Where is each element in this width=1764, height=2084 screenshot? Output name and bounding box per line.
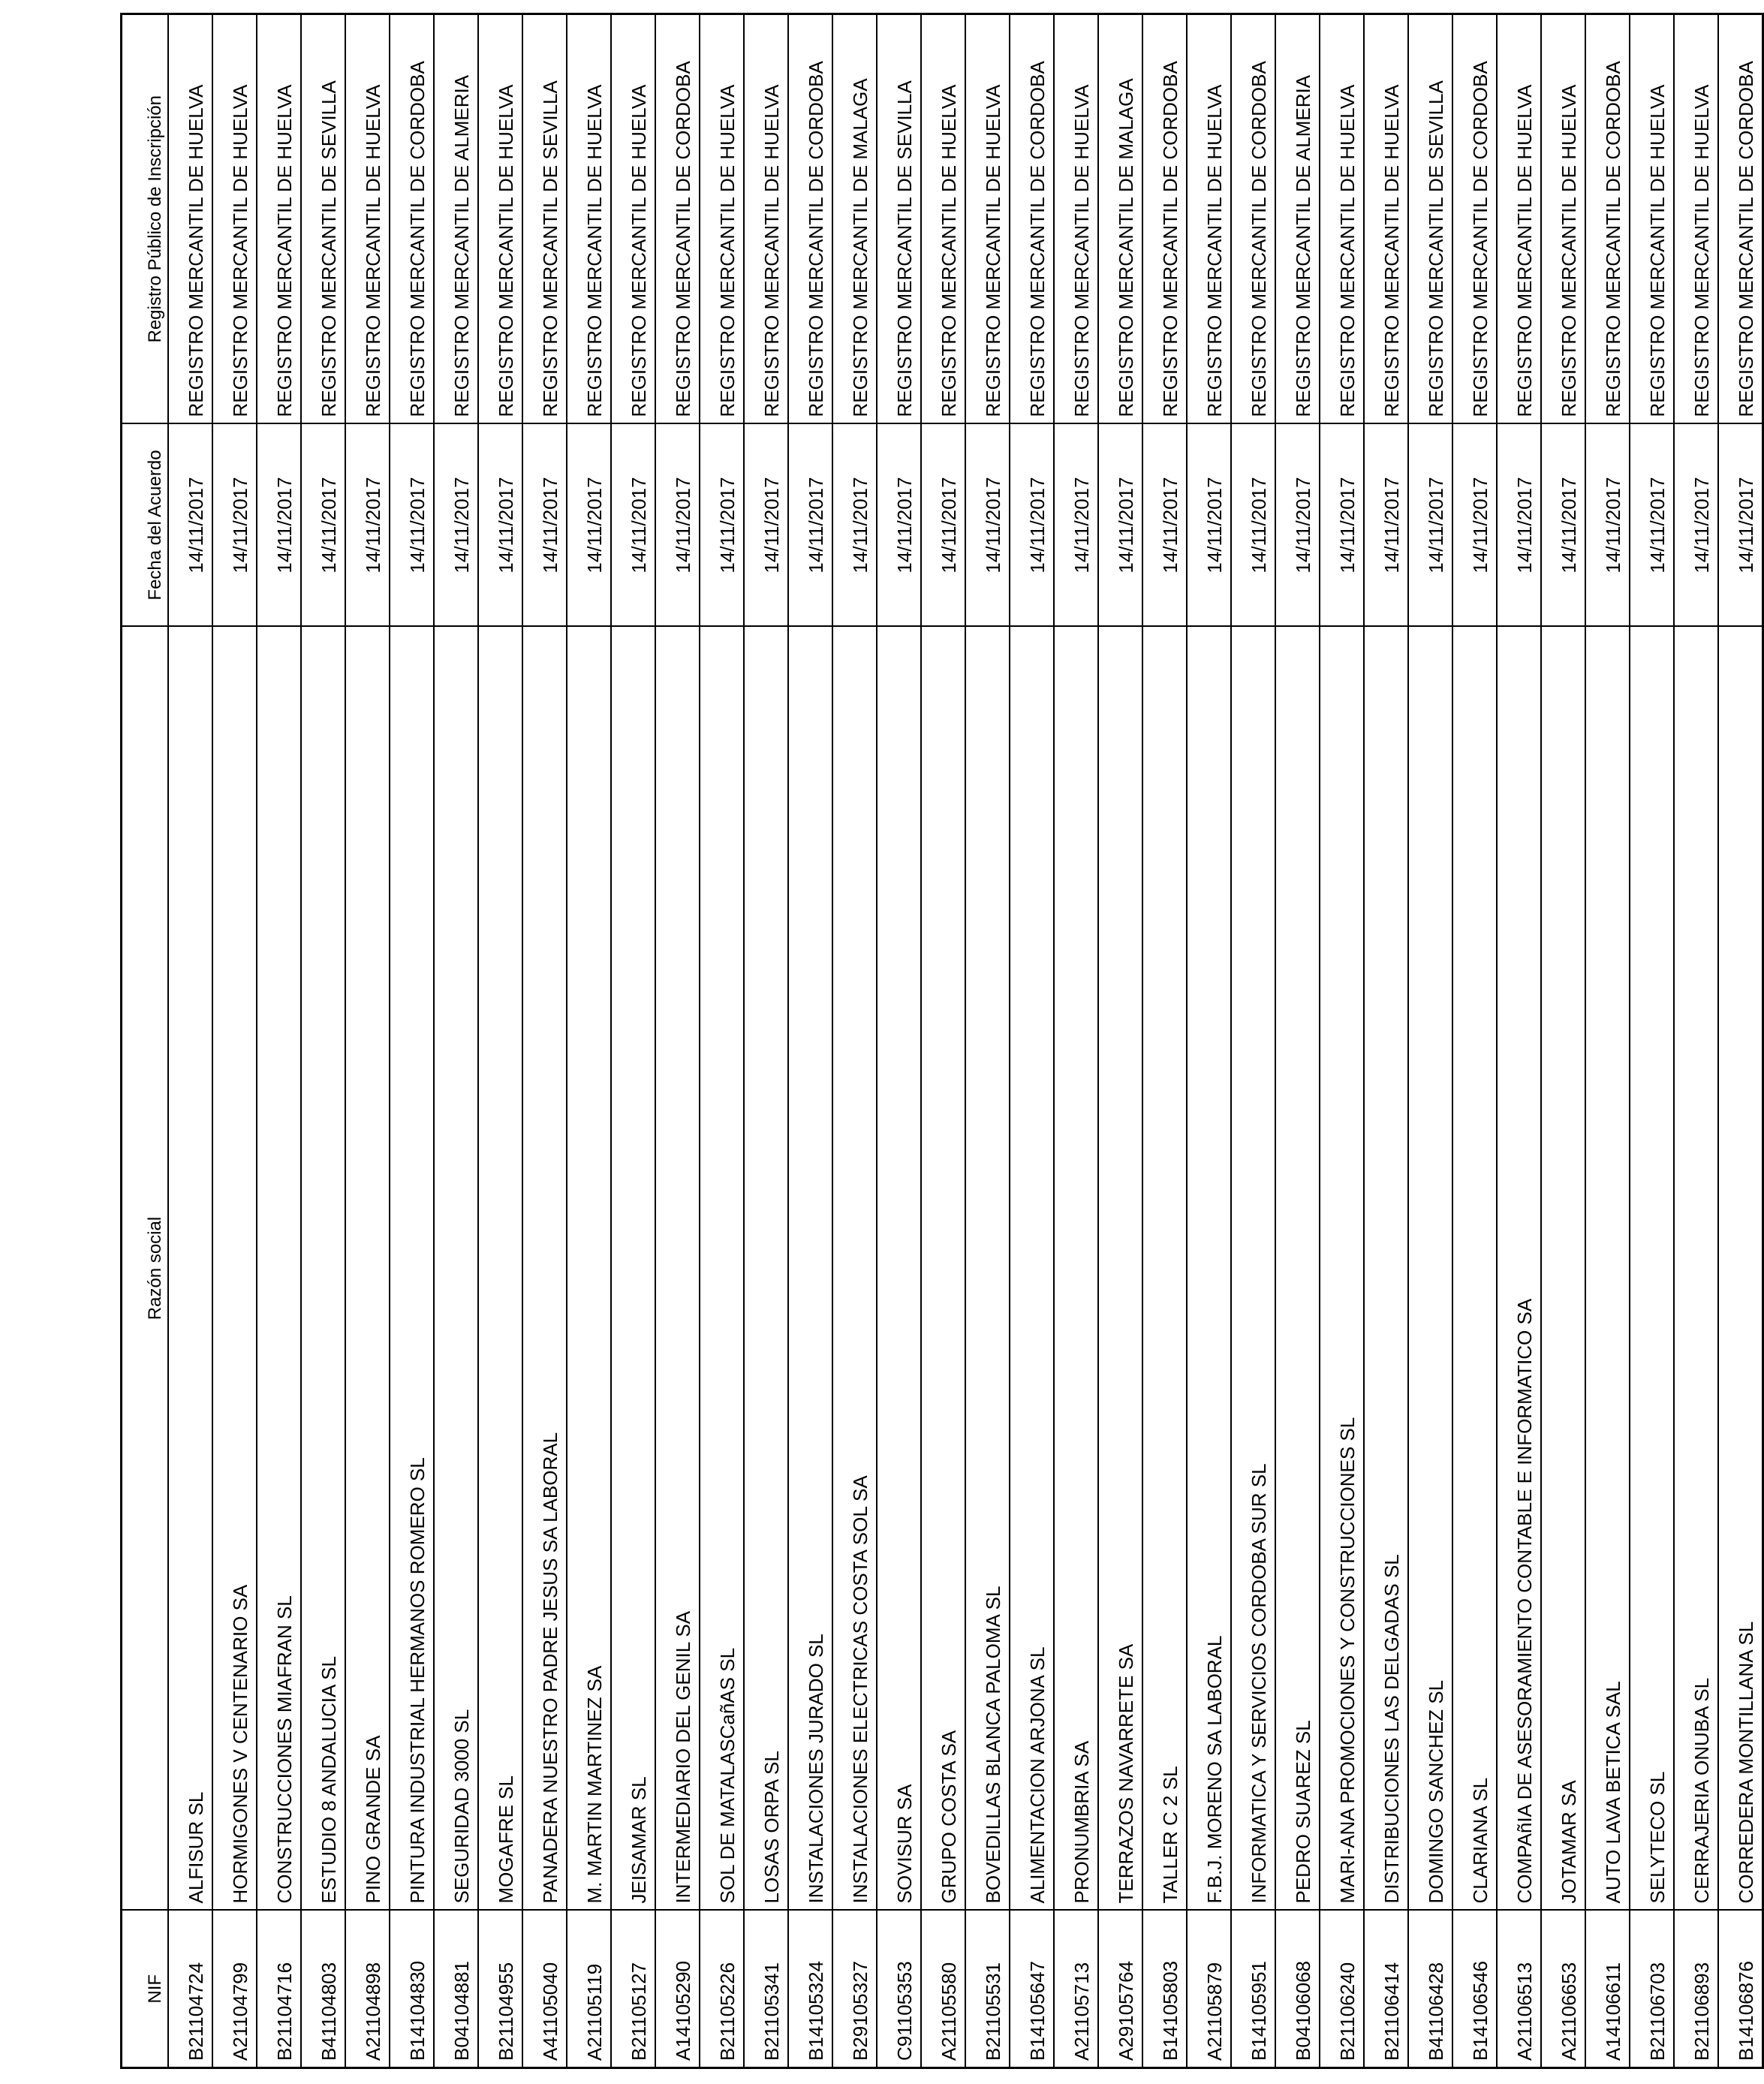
cell-nif: A21104799 [212,1911,257,2068]
table-body [168,14,1763,2068]
table-row [700,14,744,2068]
cell-nif: B21104724 [168,1911,212,2068]
cell-nif: A29105764 [1098,1911,1142,2068]
cell-razon-social: M. MARTIN MARTINEZ SA [567,627,611,1911]
cell-razon-social: CLARIANA SL [1452,627,1497,1911]
cell-fecha-acuerdo: 14/11/2017 [478,424,522,627]
cell-fecha-acuerdo: 14/11/2017 [168,424,212,627]
cell-nif: B21106703 [1630,1911,1674,2068]
cell-razon-social: SOL DE MATALASCañAS SL [700,627,744,1911]
header-fecha-acuerdo: Fecha del Acuerdo [122,424,169,627]
cell-fecha-acuerdo: 14/11/2017 [655,424,700,627]
cell-registro: REGISTRO MERCANTIL DE HUELVA [1497,14,1541,424]
cell-registro: REGISTRO MERCANTIL DE SEVILLA [877,14,921,424]
cell-nif: A21105713 [1054,1911,1098,2068]
cell-registro: REGISTRO MERCANTIL DE HUELVA [1187,14,1231,424]
cell-nif: B14105951 [1231,1911,1275,2068]
cell-razon-social: PEDRO SUAREZ SL [1275,627,1320,1911]
table-row [1098,14,1142,2068]
cell-razon-social: LOSAS ORPA SL [744,627,788,1911]
cell-registro: REGISTRO MERCANTIL DE HUELVA [965,14,1010,424]
table-row [1054,14,1098,2068]
cell-registro: REGISTRO MERCANTIL DE HUELVA [700,14,744,424]
cell-nif: A14105290 [655,1911,700,2068]
header-row [122,14,169,2068]
cell-nif: A21105879 [1187,1911,1231,2068]
cell-registro: REGISTRO MERCANTIL DE HUELVA [257,14,301,424]
cell-registro: REGISTRO MERCANTIL DE CORDOBA [1585,14,1630,424]
cell-fecha-acuerdo: 14/11/2017 [1231,424,1275,627]
table-row [478,14,522,2068]
table-row [522,14,567,2068]
cell-registro: REGISTRO MERCANTIL DE HUELVA [921,14,965,424]
cell-nif: B21104716 [257,1911,301,2068]
cell-nif: A21106513 [1497,1911,1541,2068]
cell-fecha-acuerdo: 14/11/2017 [921,424,965,627]
cell-razon-social: BOVEDILLAS BLANCA PALOMA SL [965,627,1010,1911]
cell-fecha-acuerdo: 14/11/2017 [1630,424,1674,627]
cell-registro: REGISTRO MERCANTIL DE HUELVA [478,14,522,424]
cell-razon-social: SEGURIDAD 3000 SL [434,627,478,1911]
table-row [1142,14,1187,2068]
cell-razon-social: ESTUDIO 8 ANDALUCIA SL [301,627,345,1911]
table-row [1630,14,1674,2068]
cell-fecha-acuerdo: 14/11/2017 [1054,424,1098,627]
cell-fecha-acuerdo: 14/11/2017 [257,424,301,627]
cell-nif: B14106546 [1452,1911,1497,2068]
cell-fecha-acuerdo: 14/11/2017 [1010,424,1054,627]
cell-fecha-acuerdo: 14/11/2017 [301,424,345,627]
cell-registro: REGISTRO MERCANTIL DE HUELVA [212,14,257,424]
cell-nif: B41104803 [301,1911,345,2068]
cell-razon-social: INFORMATICA Y SERVICIOS CORDOBA SUR SL [1231,627,1275,1911]
cell-razon-social: PINO GRANDE SA [345,627,390,1911]
cell-razon-social: PINTURA INDUSTRIAL HERMANOS ROMERO SL [390,627,434,1911]
cell-nif: A14106611 [1585,1911,1630,2068]
cell-razon-social: MOGAFRE SL [478,627,522,1911]
cell-fecha-acuerdo: 14/11/2017 [1674,424,1718,627]
table-row [1497,14,1541,2068]
cell-razon-social: INSTALACIONES ELECTRICAS COSTA SOL SA [832,627,877,1911]
cell-razon-social: HORMIGONES V CENTENARIO SA [212,627,257,1911]
cell-registro: REGISTRO MERCANTIL DE CORDOBA [390,14,434,424]
cell-registro: REGISTRO MERCANTIL DE HUELVA [744,14,788,424]
cell-nif: B04106068 [1275,1911,1320,2068]
table-row [1452,14,1497,2068]
cell-fecha-acuerdo: 14/11/2017 [1142,424,1187,627]
cell-razon-social: F.B.J. MORENO SA LABORAL [1187,627,1231,1911]
cell-nif: B14105647 [1010,1911,1054,2068]
cell-registro: REGISTRO MERCANTIL DE SEVILLA [522,14,567,424]
cell-razon-social: INTERMEDIARIO DEL GENIL SA [655,627,700,1911]
table-row [655,14,700,2068]
cell-registro: REGISTRO MERCANTIL DE ALMERIA [434,14,478,424]
cell-registro: REGISTRO MERCANTIL DE SEVILLA [301,14,345,424]
cell-registro: REGISTRO MERCANTIL DE HUELVA [567,14,611,424]
table-row [567,14,611,2068]
table-row [1320,14,1364,2068]
cell-nif: A21104898 [345,1911,390,2068]
table-row [1187,14,1231,2068]
table-row [965,14,1010,2068]
cell-razon-social: ALFISUR SL [168,627,212,1911]
table-row [1275,14,1320,2068]
cell-nif: B41106428 [1408,1911,1452,2068]
cell-registro: REGISTRO MERCANTIL DE MALAGA [1098,14,1142,424]
cell-fecha-acuerdo: 14/11/2017 [1275,424,1320,627]
cell-fecha-acuerdo: 14/11/2017 [788,424,832,627]
cell-registro: REGISTRO MERCANTIL DE HUELVA [168,14,212,424]
cell-nif: B14105324 [788,1911,832,2068]
cell-razon-social: MARI-ANA PROMOCIONES Y CONSTRUCCIONES SL [1320,627,1364,1911]
cell-fecha-acuerdo: 14/11/2017 [1187,424,1231,627]
cell-nif: A21106653 [1541,1911,1585,2068]
cell-fecha-acuerdo: 14/11/2017 [1320,424,1364,627]
cell-nif: A41105040 [522,1911,567,2068]
table-row [1010,14,1054,2068]
cell-registro: REGISTRO MERCANTIL DE CORDOBA [1718,14,1763,424]
cell-razon-social: AUTO LAVA BETICA SAL [1585,627,1630,1911]
table-row [1718,14,1763,2068]
cell-fecha-acuerdo: 14/11/2017 [611,424,655,627]
cell-registro: REGISTRO MERCANTIL DE SEVILLA [1408,14,1452,424]
cell-fecha-acuerdo: 14/11/2017 [877,424,921,627]
cell-registro: REGISTRO MERCANTIL DE CORDOBA [1142,14,1187,424]
table-row [1231,14,1275,2068]
cell-nif: B21106893 [1674,1911,1718,2068]
header-registro: Registro Público de Inscripción [122,14,169,424]
cell-razon-social: JOTAMAR SA [1541,627,1585,1911]
cell-fecha-acuerdo: 14/11/2017 [1098,424,1142,627]
cell-fecha-acuerdo: 14/11/2017 [744,424,788,627]
cell-registro: REGISTRO MERCANTIL DE MALAGA [832,14,877,424]
cell-registro: REGISTRO MERCANTIL DE HUELVA [1674,14,1718,424]
table-row [1585,14,1630,2068]
table-row [257,14,301,2068]
cell-registro: REGISTRO MERCANTIL DE CORDOBA [1452,14,1497,424]
cell-fecha-acuerdo: 14/11/2017 [390,424,434,627]
cell-fecha-acuerdo: 14/11/2017 [1364,424,1408,627]
table-row [168,14,212,2068]
cell-registro: REGISTRO MERCANTIL DE CORDOBA [1231,14,1275,424]
header-nif: NIF [122,1911,169,2068]
cell-nif: B21105341 [744,1911,788,2068]
cell-nif: C91105353 [877,1911,921,2068]
table-row [611,14,655,2068]
cell-razon-social: CORREDERA MONTILLANA SL [1718,627,1763,1911]
table-row [744,14,788,2068]
cell-registro: REGISTRO MERCANTIL DE HUELVA [1630,14,1674,424]
table-row [301,14,345,2068]
cell-fecha-acuerdo: 14/11/2017 [345,424,390,627]
cell-registro: REGISTRO MERCANTIL DE HUELVA [611,14,655,424]
cell-nif: B14105803 [1142,1911,1187,2068]
cell-razon-social: INSTALACIONES JURADO SL [788,627,832,1911]
cell-razon-social: SOVISUR SA [877,627,921,1911]
cell-razon-social: CONSTRUCCIONES MIAFRAN SL [257,627,301,1911]
cell-razon-social: ALIMENTACION ARJONA SL [1010,627,1054,1911]
table-row [345,14,390,2068]
cell-razon-social: PRONUMBRIA SA [1054,627,1098,1911]
cell-razon-social: DISTRIBUCIONES LAS DELGADAS SL [1364,627,1408,1911]
cell-razon-social: COMPAñIA DE ASESORAMIENTO CONTABLE E INFORMATICO SA [1497,627,1541,1911]
cell-registro: REGISTRO MERCANTIL DE CORDOBA [655,14,700,424]
cell-fecha-acuerdo: 14/11/2017 [522,424,567,627]
cell-nif: A21105580 [921,1911,965,2068]
cell-nif: B04104881 [434,1911,478,2068]
cell-fecha-acuerdo: 14/11/2017 [1452,424,1497,627]
cell-registro: REGISTRO MERCANTIL DE HUELVA [1320,14,1364,424]
cell-fecha-acuerdo: 14/11/2017 [434,424,478,627]
cell-registro: REGISTRO MERCANTIL DE CORDOBA [788,14,832,424]
cell-fecha-acuerdo: 14/11/2017 [212,424,257,627]
cell-nif: B21104955 [478,1911,522,2068]
cell-fecha-acuerdo: 14/11/2017 [832,424,877,627]
cell-razon-social: JEISAMAR SL [611,627,655,1911]
cell-registro: REGISTRO MERCANTIL DE CORDOBA [1010,14,1054,424]
cell-nif: B14106876 [1718,1911,1763,2068]
cell-razon-social: CERRAJERIA ONUBA SL [1674,627,1718,1911]
cell-nif: B21105127 [611,1911,655,2068]
cell-nif: B21105226 [700,1911,744,2068]
table-row [1364,14,1408,2068]
cell-registro: REGISTRO MERCANTIL DE HUELVA [1054,14,1098,424]
cell-registro: REGISTRO MERCANTIL DE ALMERIA [1275,14,1320,424]
cell-nif: B21106240 [1320,1911,1364,2068]
table-row [1541,14,1585,2068]
cell-fecha-acuerdo: 14/11/2017 [700,424,744,627]
cell-fecha-acuerdo: 14/11/2017 [1718,424,1763,627]
table-row [434,14,478,2068]
rotated-page [120,15,1757,2069]
cell-fecha-acuerdo: 14/11/2017 [1585,424,1630,627]
table-row [788,14,832,2068]
cell-fecha-acuerdo: 14/11/2017 [567,424,611,627]
cell-fecha-acuerdo: 14/11/2017 [1497,424,1541,627]
cell-registro: REGISTRO MERCANTIL DE HUELVA [345,14,390,424]
cell-razon-social: GRUPO COSTA SA [921,627,965,1911]
cell-registro: REGISTRO MERCANTIL DE HUELVA [1541,14,1585,424]
cell-registro: REGISTRO MERCANTIL DE HUELVA [1364,14,1408,424]
cell-nif: B29105327 [832,1911,877,2068]
cell-razon-social: TALLER C 2 SL [1142,627,1187,1911]
cell-razon-social: DOMINGO SANCHEZ SL [1408,627,1452,1911]
cell-fecha-acuerdo: 14/11/2017 [1541,424,1585,627]
table-row [1674,14,1718,2068]
cell-razon-social: PANADERA NUESTRO PADRE JESUS SA LABORAL [522,627,567,1911]
table-row [877,14,921,2068]
companies-table [120,13,1764,2069]
table-row [212,14,257,2068]
cell-nif: A21105119 [567,1911,611,2068]
table-row [1408,14,1452,2068]
table-row [921,14,965,2068]
cell-nif: B14104830 [390,1911,434,2068]
table-row [832,14,877,2068]
cell-razon-social: SELYTECO SL [1630,627,1674,1911]
table-row [390,14,434,2068]
cell-nif: B21106414 [1364,1911,1408,2068]
header-razon-social: Razón social [122,627,169,1911]
cell-razon-social: TERRAZOS NAVARRETE SA [1098,627,1142,1911]
cell-fecha-acuerdo: 14/11/2017 [1408,424,1452,627]
cell-nif: B21105531 [965,1911,1010,2068]
cell-fecha-acuerdo: 14/11/2017 [965,424,1010,627]
